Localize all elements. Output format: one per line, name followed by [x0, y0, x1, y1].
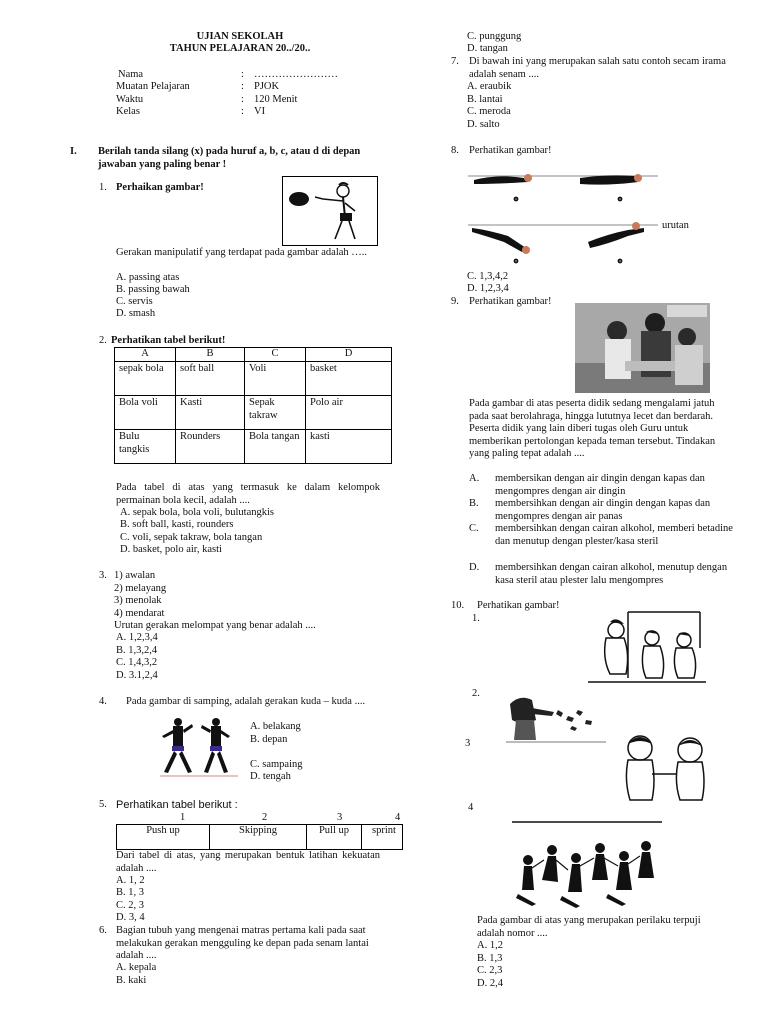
- info-sep: :: [241, 81, 244, 92]
- option-b[interactable]: B. 1,3: [477, 953, 503, 964]
- question-number: 5.: [99, 799, 107, 810]
- column-number: 1: [180, 812, 186, 823]
- question-number: 6.: [99, 925, 107, 936]
- first-aid-photo: [575, 303, 710, 393]
- sequence-digit: 4: [619, 259, 621, 263]
- info-value: ……………………: [254, 69, 338, 80]
- option-d[interactable]: D. salto: [467, 119, 500, 130]
- list-item: 3) menolak: [114, 595, 162, 606]
- table-cell: basket: [306, 362, 392, 396]
- option-d[interactable]: D. 3.1,2,4: [116, 670, 158, 681]
- swimming-sequence-illustration: [468, 164, 660, 268]
- pencak-silat-stance-illustration: [156, 716, 242, 782]
- option-d[interactable]: D. 3, 4: [116, 912, 145, 923]
- picture-label: 2.: [472, 688, 480, 699]
- list-item: 2) melayang: [114, 583, 167, 594]
- option-a-letter[interactable]: A.: [469, 473, 480, 484]
- picture-2-littering-illustration: [506, 690, 606, 746]
- option-c[interactable]: C. 1,3,4,2: [467, 271, 509, 282]
- question-number: 9.: [451, 296, 459, 307]
- table-header: B: [176, 348, 245, 362]
- table-cell: Voli: [245, 362, 306, 396]
- option-b[interactable]: B. kaki: [116, 975, 147, 986]
- option-a[interactable]: A. eraubik: [467, 81, 512, 92]
- table-header: A: [115, 348, 176, 362]
- sequence-digit: 3: [515, 259, 517, 263]
- picture-1-family-illustration: [580, 608, 710, 686]
- picture-label: 4: [468, 802, 474, 813]
- option-b[interactable]: B. passing bawah: [116, 284, 190, 295]
- exam-title: UJIAN SEKOLAH: [196, 31, 284, 42]
- question-text: Gerakan manipulatif yang terdapat pada gambar adalah …..: [116, 247, 368, 258]
- option-d[interactable]: membersihkan dengan cairan alkohol, menutup dengan kasa steril atau plester lalu mengompres: [495, 562, 728, 586]
- info-label: Kelas: [116, 106, 140, 117]
- option-d[interactable]: D. tengah: [250, 771, 291, 782]
- option-b-letter[interactable]: B.: [469, 498, 479, 509]
- option-b[interactable]: B. lantai: [467, 94, 503, 105]
- exam-year: TAHUN PELAJARAN 20../20..: [169, 43, 311, 54]
- option-d-letter[interactable]: D.: [469, 562, 480, 573]
- picture-label: 1.: [472, 613, 480, 624]
- option-c[interactable]: C. servis: [116, 296, 153, 307]
- table-cell: sepak bola: [115, 362, 176, 396]
- option-a[interactable]: A. sepak bola, bola voli, bulutangkis: [120, 507, 274, 518]
- option-d[interactable]: D. 1,2,3,4: [467, 283, 509, 294]
- question-title: Perhatikan gambar!: [469, 145, 552, 156]
- question-text: Dari tabel di atas, yang merupakan bentuk latihan kekuatan adalah ....: [116, 850, 380, 874]
- column-number: 3: [337, 812, 343, 823]
- table-cell: Bulu tangkis: [115, 430, 176, 464]
- option-b[interactable]: B. depan: [250, 734, 288, 745]
- table-cell: Kasti: [176, 396, 245, 430]
- table-cell: Rounders: [176, 430, 245, 464]
- info-label: Muatan Pelajaran: [116, 81, 190, 92]
- sequence-digit: 1: [515, 197, 517, 201]
- option-a[interactable]: A. 1,2,3,4: [116, 632, 158, 643]
- option-c[interactable]: membersihkan dengan cairan alkohol, memberi betadine dan menutup dengan plester/kasa steril: [495, 523, 733, 547]
- question-text: Pada tabel di atas yang termasuk ke dalam kelompok permainan bola kecil, adalah ....: [116, 482, 380, 506]
- question-text: Bagian tubuh yang mengenai matras pertama kali pada saat melakukan gerakan mengguling ke depan pada senam lantai adalah ....: [116, 925, 369, 962]
- picture-4-crowd-illustration: [512, 820, 662, 908]
- question-text: Urutan gerakan melompat yang benar adalah ....: [114, 620, 316, 631]
- table-cell: Sepak takraw: [245, 396, 306, 430]
- question-title: Perhatikan gambar!: [469, 296, 552, 307]
- column-number: 4: [395, 812, 401, 823]
- option-c[interactable]: C. voli, sepak takraw, bola tangan: [120, 532, 263, 543]
- volleyball-serve-illustration: [282, 176, 378, 246]
- sports-table: [114, 347, 392, 464]
- option-a[interactable]: A. kepala: [116, 962, 157, 973]
- table-cell: Bola voli: [115, 396, 176, 430]
- question-number: 8.: [451, 145, 459, 156]
- question-title: Perhaikan gambar!: [116, 182, 204, 193]
- info-sep: :: [241, 69, 244, 80]
- option-a[interactable]: A. passing atas: [116, 272, 180, 283]
- table-header: C: [245, 348, 306, 362]
- list-item: 4) mendarat: [114, 608, 165, 619]
- option-b[interactable]: B. 1, 3: [116, 887, 145, 898]
- section-instruction: Berilah tanda silang (x) pada huruf a, b, c, atau d di depan jawaban yang paling benar !: [98, 146, 361, 170]
- table-cell: soft ball: [176, 362, 245, 396]
- option-a[interactable]: membersikan dengan air dingin dengan kapas dan mengompres dengan air dingin: [495, 473, 705, 497]
- table-cell: Skipping: [210, 825, 307, 849]
- column-number: 2: [262, 812, 268, 823]
- question-title: Perhatikan tabel berikut :: [116, 799, 238, 811]
- option-a[interactable]: A. 1, 2: [116, 875, 145, 886]
- list-item: 1) awalan: [114, 570, 156, 581]
- info-sep: :: [241, 94, 244, 105]
- question-text: Pada gambar di atas peserta didik sedang mengalami jatuh pada saat berolahraga, hingga lututnya lecet dan berdarah. Peserta didik yang lain diberi tugas oleh Guru untuk memberikan pertolongan kepada teman tersebut. Tindakan yang paling tepat adalah ....: [469, 398, 716, 460]
- question-number: 10.: [451, 600, 465, 611]
- question-number: 4.: [99, 696, 107, 707]
- section-number: I.: [70, 146, 77, 157]
- option-b[interactable]: membersihkan dengan air dingin dengan kapas dan mengompres dengan air panas: [495, 498, 711, 522]
- option-a[interactable]: A. 1,2: [477, 940, 503, 951]
- info-value: 120 Menit: [254, 94, 298, 105]
- table-cell: Bola tangan: [245, 430, 306, 464]
- picture-label: 3: [465, 738, 471, 749]
- info-label: Nama: [118, 69, 144, 80]
- option-c[interactable]: C. sampaing: [250, 759, 303, 770]
- table-cell: sprint: [372, 825, 396, 836]
- info-value: VI: [254, 106, 266, 117]
- option-c[interactable]: C. meroda: [467, 106, 511, 117]
- table-header: D: [306, 348, 392, 362]
- picture-3-handshake-illustration: [610, 728, 718, 804]
- option-d[interactable]: D. tangan: [467, 43, 508, 54]
- question-title: Perhatikan gambar!: [477, 600, 560, 611]
- option-a[interactable]: A. belakang: [250, 721, 301, 732]
- option-d[interactable]: D. smash: [116, 308, 156, 319]
- question-title: Perhatikan tabel berikut!: [111, 335, 226, 346]
- table-column-numbers: [116, 812, 403, 824]
- table-cell: kasti: [306, 430, 392, 464]
- option-c[interactable]: C. punggung: [467, 31, 522, 42]
- option-b[interactable]: B. 1,3,2,4: [116, 645, 158, 656]
- option-c-letter[interactable]: C.: [469, 523, 479, 534]
- question-text: Pada gambar di atas yang merupakan perilaku terpuji adalah nomor ....: [477, 915, 701, 939]
- table-cell: Pull up: [307, 825, 362, 849]
- option-b[interactable]: B. soft ball, kasti, rounders: [120, 519, 234, 530]
- sequence-digit: 2: [619, 197, 621, 201]
- question-text: Pada gambar di samping, adalah gerakan kuda – kuda ....: [126, 696, 366, 707]
- question-text: Di bawah ini yang merupakan salah satu contoh secam irama adalah senam ....: [469, 56, 726, 80]
- option-c[interactable]: C. 2, 3: [116, 900, 145, 911]
- table-cell: Push up: [117, 825, 210, 849]
- side-label: urutan: [662, 220, 689, 231]
- exercise-table: [116, 824, 403, 850]
- question-number: 7.: [451, 56, 459, 67]
- info-value: PJOK: [254, 81, 280, 92]
- option-d[interactable]: D. 2,4: [477, 978, 503, 989]
- info-label: Waktu: [116, 94, 144, 105]
- info-sep: :: [241, 106, 244, 117]
- option-c[interactable]: C. 2,3: [477, 965, 503, 976]
- option-c[interactable]: C. 1,4,3,2: [116, 657, 158, 668]
- table-cell: Polo air: [306, 396, 392, 430]
- option-d[interactable]: D. basket, polo air, kasti: [120, 544, 222, 555]
- question-number: 3.: [99, 570, 107, 581]
- question-number: 2.: [99, 335, 107, 346]
- question-number: 1.: [99, 182, 107, 193]
